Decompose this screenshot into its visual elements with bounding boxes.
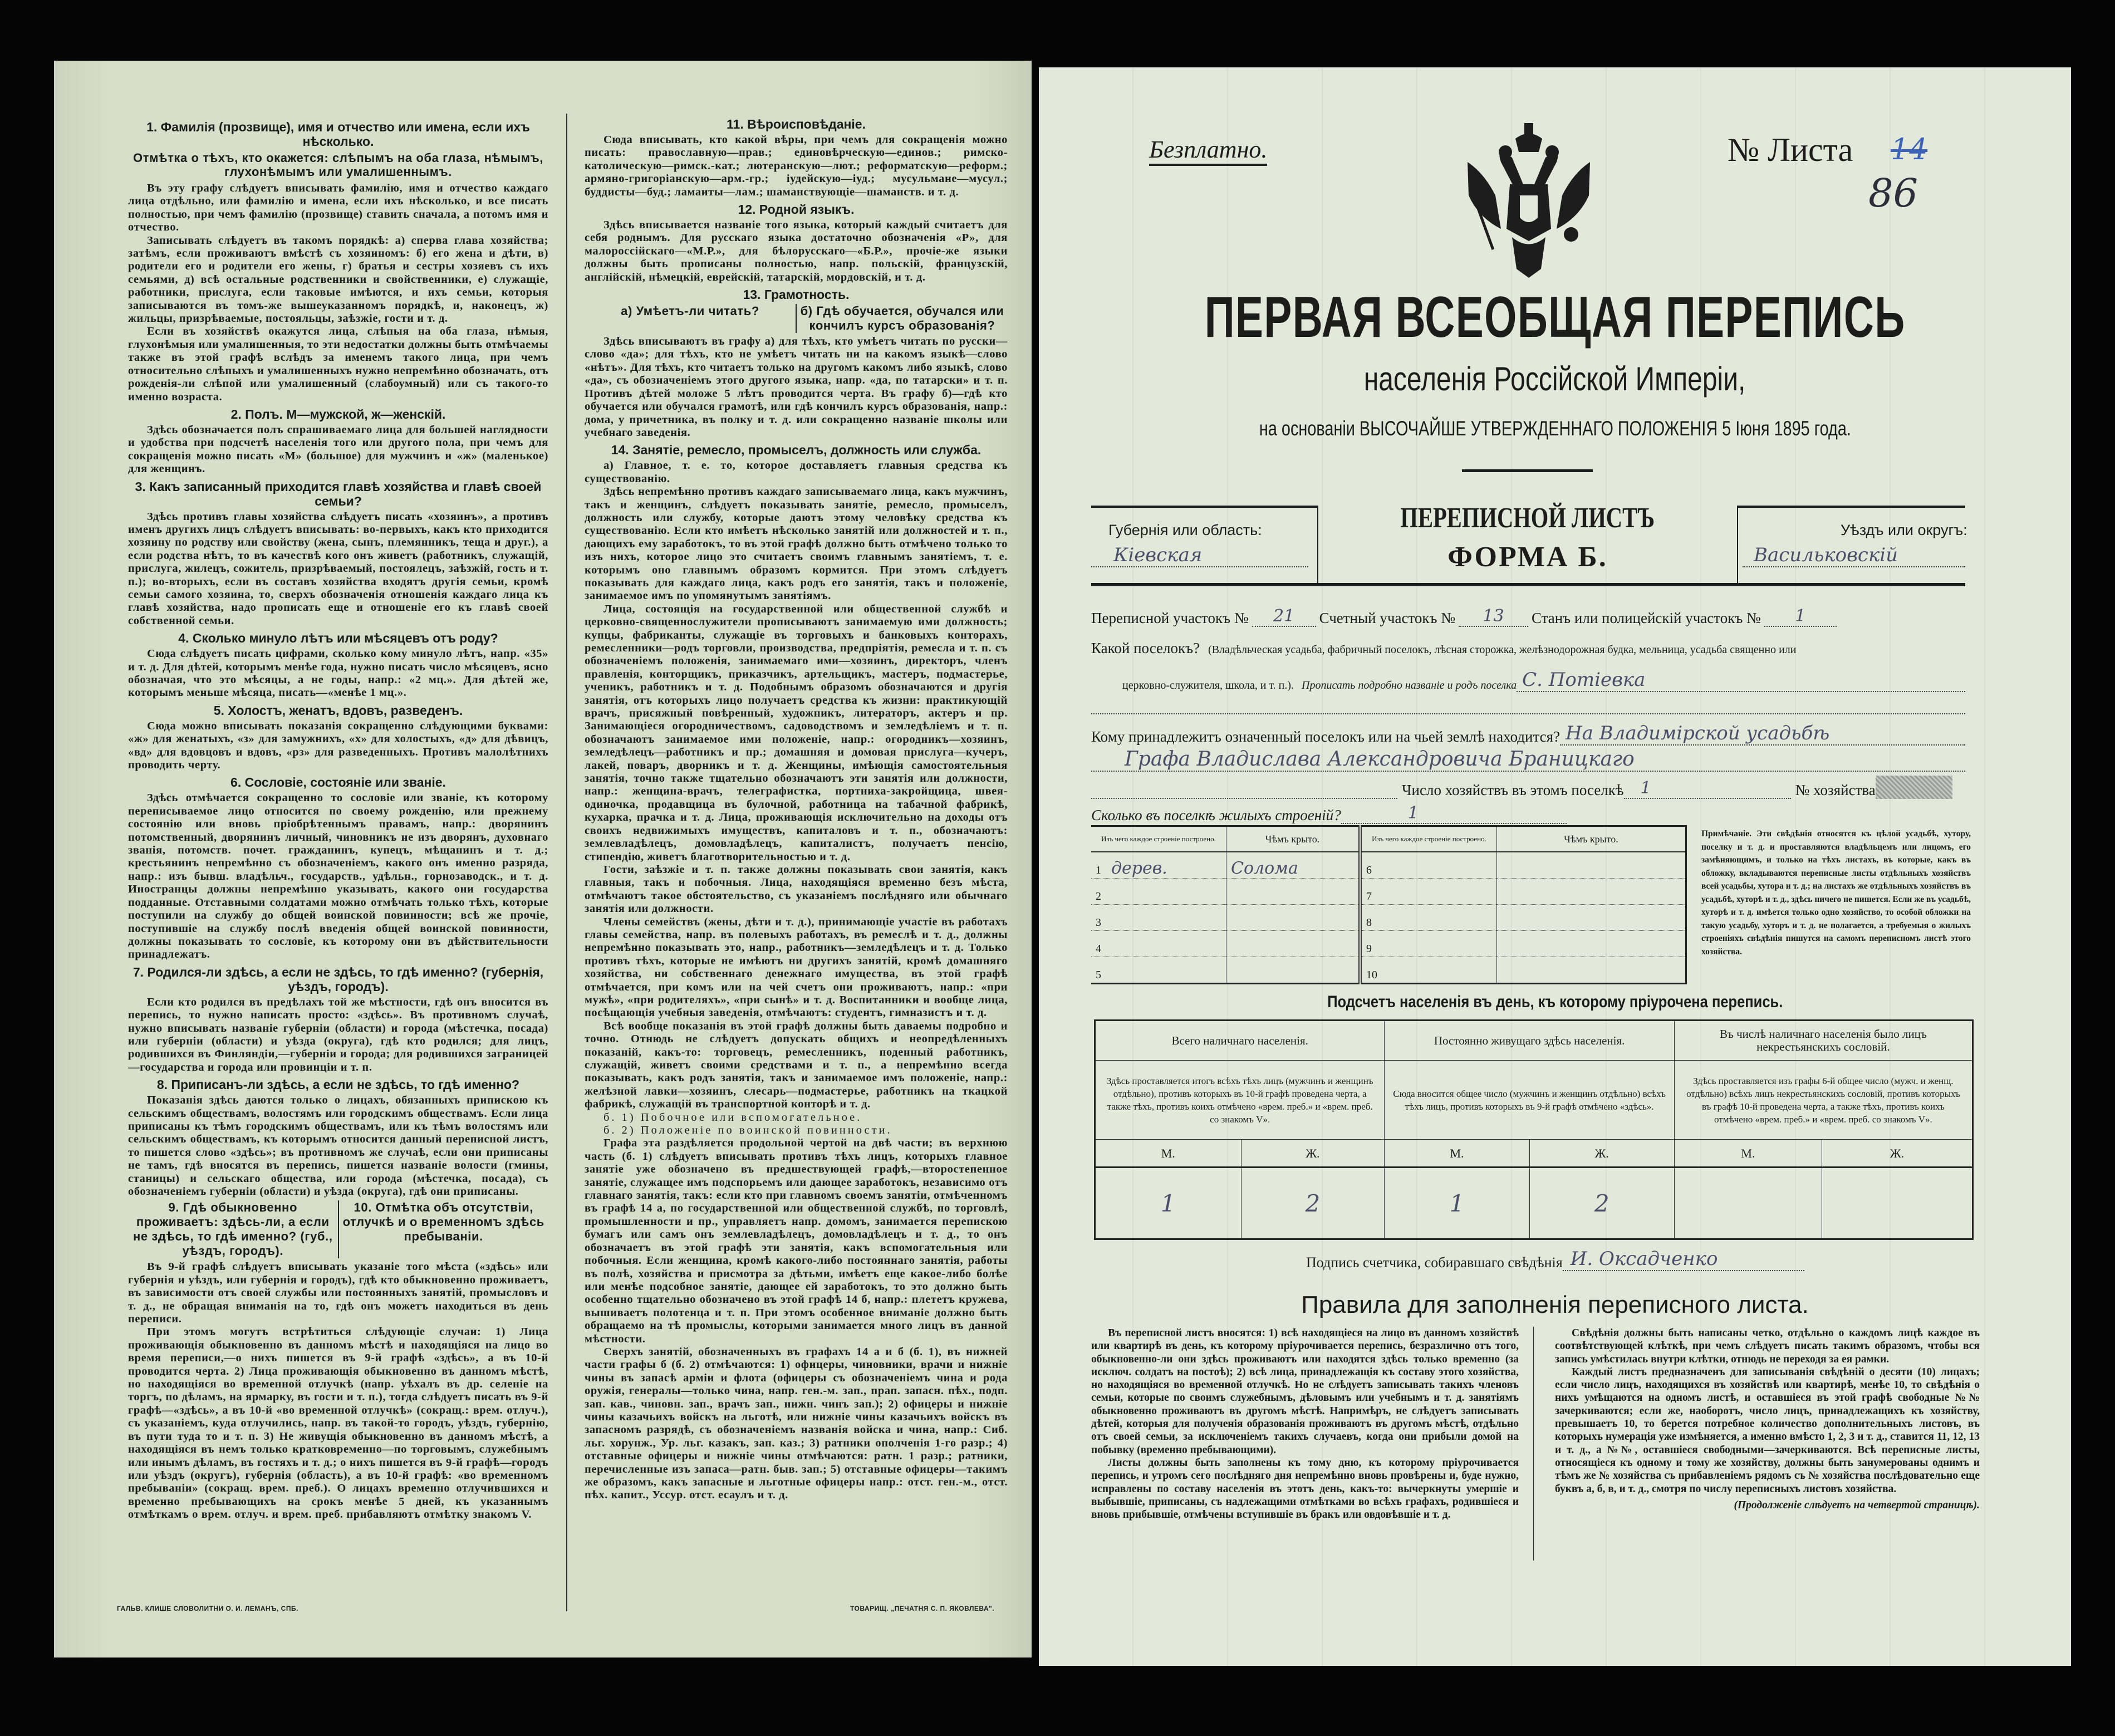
instruction-paragraph: Показанія здѣсь даются только о лицахъ, обязанныхъ припискою къ сельскимъ обществамъ, волостямъ или городскимъ обществамъ. Если лица приписаны къ тѣмъ городскимъ обществамъ, или къ тѣмъ волостямъ или сельскимъ обществамъ, къ которымъ относится данный переписной листъ, то пишется слово «здѣсь»; въ противномъ же случаѣ, если они приписаны не тамъ, гдѣ вносятся въ перепись, пишется названіе волости (гмины, станицы) и сельскаго общества, или города (мѣстечка, посада), съ обозначеніемъ губерніи (области) и уѣзда (округа), гдѣ они приписаны. [128,1094,548,1198]
permanent-female-field[interactable]: 2 [1529,1168,1674,1239]
rules-paragraph: Въ переписной листъ вносятся: 1) всѣ находящіеся на лицо въ данномъ хозяйствѣ или квартирѣ въ день, къ которому пріурочивается перепись, безразлично отъ того, обыкновенно-ли они здѣсь проживаютъ или находятся здѣсь только временно (за исключ. солдатъ на постоѣ); 2) всѣ лица, принадлежащія къ составу этого хозяйства, но находящіяся во временной отлучкѣ. Но не слѣдуетъ записывать такихъ членовъ семьи, которые по своимъ служебнымъ, дѣловымъ или учебнымъ и т. д. занятіямъ обыкновенно проживаютъ въ другомъ мѣстѣ. Напримѣръ, не слѣдуетъ записывать дѣтей, которыя для полученія образованія проживаютъ въ другомъ мѣстѣ, отдѣльно отъ своей семьи, за исключеніемъ такихъ случаевъ, когда они прибыли домой на побывку (временно пребывающими). [1091,1327,1519,1456]
section-heading: 13. Грамотность. [743,287,850,302]
row-number: 8 [1366,916,1372,929]
sheet-number-label: № Листа [1728,131,1853,168]
instruction-paragraph: Всѣ вообще показанія въ этой графѣ должны быть даваемы подробно и точно. Отнюдь не слѣдуетъ допускать общихъ и неопредѣленныхъ показаній, какъ-то: торговецъ, ремесленникъ, поденный работникъ, служащій, живетъ своими средствами и т. п., а непремѣнно всегда показывать, какъ родъ занятія, такъ и занимаемое имъ положеніе, напр.: желѣзной лавки—хозяинъ, слесарь—подмастерье, работникъ на ткацкой фабрикѣ, служащій въ транспортной конторѣ и т. д. [585,1019,1008,1111]
free-label: Безплатно. [1149,135,1267,166]
male-header: М. [1385,1140,1529,1168]
non-peasant-male-field[interactable] [1674,1168,1822,1239]
row-number: 1 [1096,864,1101,876]
instructions-column-1 [128,116,548,1609]
permanent-population-desc: Сюда вносится общее число (мужчинъ и женщинъ отдѣльно) всѣхъ тѣхъ лицъ, противъ которыхъ въ 9-й графѣ отмѣчено «здѣсь». [1385,1061,1674,1140]
building-roof-cell[interactable] [1226,957,1361,984]
settlement-extra-line[interactable] [1091,708,1965,714]
owner-field-line-2[interactable]: Графа Владислава Александровича Браницкаго [1091,748,1965,772]
row-number: 2 [1096,890,1101,903]
settlement-row-2 [1122,669,1965,692]
buildings-label: Сколько въ поселкѣ жилыхъ строеній? [1091,807,1341,823]
instructions-column-2 [585,114,1008,1609]
sheet-title: ПЕРЕПИСНОЙ ЛИСТЪ [1400,502,1655,534]
buildings-note: Примѣчаніе. Эти свѣдѣнія относятся къ цѣлой усадьбѣ, хутору, поселку и т. д. и проставляются владѣльцемъ или лицомъ, его замѣняющимъ, и только на тѣхъ листахъ, въ которые, какъ въ обложку, вкладываются переписные листы отдѣльныхъ хозяйствъ всей усадьбы, хутора и т. д.; на листахъ же отдѣльныхъ хозяйствъ въ усадьбѣ, хуторѣ и т. д., здѣсь ничего не пишется. Если же въ усадьбѣ, хуторѣ и т. д. имѣется только одно хозяйство, то особой обложки на такую усадьбу, хуторъ и т. д. не полагается, а требуемыя о жилыхъ строеніяхъ свѣдѣнія пишутся на самомъ переписномъ листѣ этого хозяйства. [1701,829,1971,957]
sheet-number-crossed: 14 [1891,133,1928,166]
col-material-header-2: Изъ чего каждое строеніе построено. [1360,826,1497,852]
column-divider [566,114,567,1611]
section-heading: 6. Сословіе, состояніе или званіе. [230,775,446,790]
total-population-header: Всего наличнаго населенія. [1095,1021,1385,1061]
question-9-heading: 9. Гдѣ обыкновенно проживаетъ: здѣсь-ли, а если не здѣсь, то гдѣ именно? (губ., уѣздъ, городъ). [128,1200,339,1258]
form-box-right-divider [1737,506,1738,583]
permanent-male-field[interactable]: 1 [1385,1168,1529,1239]
non-peasant-population-desc: Здѣсь проставляется изъ графы 6-й общее число (мужч. и женщ. отдѣльно) всѣхъ лицъ некрестьянскихъ сословій, противъ которыхъ въ графѣ 10-й проведена черта, а также тѣхъ, противъ коихъ отмѣчено «врем. преб.» и «врем. преб. со знакомъ V». [1674,1061,1972,1140]
sub-item-heading: б. 2) Положеніе по воинской повинности. [603,1124,892,1137]
building-material-value: дерев. [1111,859,1167,878]
settlement-row [1091,640,1965,657]
household-no-field-obscured[interactable] [1876,776,1952,799]
instruction-paragraph: Здѣсь вписывается названіе того языка, который каждый считаетъ для себя роднымъ. Для русскаго языка достаточно обозначенія «Р», для малороссійскаго—«М.Р.», для бѣлорусскаго—«Б.Р.», прочіе-же языки должны быть прописаны полностью, напр. польскій, французскій, англійскій, нѣмецкій, еврейскій, татарскій, мордовскій, и т. д. [585,219,1008,283]
section-heading: 2. Полъ. М—мужской, ж—женскій. [230,406,446,421]
instruction-paragraph: Сюда вписывать, кто какой вѣры, при чемъ для сокращенія можно писать: православную—прав.; единовѣрческую—единов.; римско-католическую—римск.-кат.; лютеранскую—лют.; реформатскую—реформ.; армяно-григоріанскую—арм.-гр.; іудейскую—іуд.; мусульмане—мусул.; буддисты—буд.; ламаиты—лам.; шаманствующіе—шаманств. и т. д. [585,134,1008,198]
non-peasant-female-field[interactable] [1822,1168,1973,1239]
row-number: 10 [1366,969,1377,981]
instruction-paragraph: Записывать слѣдуетъ въ такомъ порядкѣ: а) сперва глава хозяйства; затѣмъ, если проживаютъ вмѣстѣ съ хозяиномъ: б) его жена и дѣти, в) родители его и родители его жены, г) братья и сестры хозяевъ съ ихъ семьями, д) всѣ остальные родственники и свойственники, е) служащіе, работники, прислуга, если таковые имѣются, и ихъ семьи, которыя записываются въ томъ-же вышеуказанномъ порядкѣ, и, наконецъ, ж) жильцы, призрѣваемые, постояльцы, заѣзжіе, гости и т. д. [128,234,548,325]
section-heading: 5. Холостъ, женатъ, вдовъ, разведенъ. [213,703,463,718]
col-material-header: Изъ чего каждое строеніе построено. [1091,826,1226,852]
building-material-cell[interactable] [1360,905,1497,931]
instruction-paragraph: Сюда слѣдуетъ писать цифрами, сколько кому минуло лѣтъ, напр. «35» и т. д. Для дѣтей, которымъ менѣе года, нужно писать число мѣсяцевъ, ясно обозначая, что это мѣсяцы, а не годы, напр.: «2 мц.». Для дѣтей же, которымъ меньше мѣсяца, писать—«менѣе 1 мц.». [128,648,548,699]
title-rule [1462,469,1593,472]
census-subtitle: населенія Россійской Имперіи, [1364,360,1746,398]
form-box-top-left [1091,506,1317,508]
province-field[interactable]: Кіевская [1091,544,1308,567]
building-material-cell[interactable] [1091,879,1226,905]
building-material-cell[interactable] [1091,852,1226,879]
section-heading: 12. Родной языкъ. [738,202,855,217]
instruction-paragraph: Здѣсь непремѣнно противъ каждаго записываемаго лица, какъ мужчинъ, такъ и женщинъ, слѣдуетъ показывать занятіе, ремесло, промыселъ, должность или службу, которые даютъ этому человѣку средства къ существованію. Если кто имѣетъ нѣсколько занятій или должностей и т. п., дающихъ ему заработокъ, то въ этой графѣ должно быть отмѣчено только то изъ нихъ, которое лицо это считаетъ своимъ главнымъ занятіемъ, т. е. которымъ оно главнымъ образомъ кормится. При этомъ слѣдуетъ показывать для каждаго лица, какъ родъ его занятія, такъ и положеніе, занимаемое имъ по упомянутымъ занятіямъ. [585,486,1008,602]
building-roof-cell[interactable] [1497,905,1686,931]
building-roof-cell[interactable]: Солома [1226,852,1361,879]
households-leading-line [1091,792,1397,799]
population-heading: Подсчетъ населенія въ день, къ которому пріурочена перепись. [1327,993,1783,1011]
female-header: Ж. [1529,1140,1674,1168]
rules-column-divider [1533,1327,1534,1561]
section-heading: 4. Сколько минуло лѣтъ или мѣсяцевъ отъ роду? [178,631,498,646]
row-number: 5 [1096,969,1101,981]
building-row [1091,852,1686,879]
question-10-heading: 10. Отмѣтка объ отсутствіи, отлучкѣ и о временномъ здѣсь пребываніи. [342,1200,544,1244]
instruction-paragraph: Въ 9-й графѣ слѣдуетъ вписывать указаніе того мѣста («здѣсь» или губернія и уѣздъ, или губернія и городъ), гдѣ кто обыкновенно проживаетъ, въ зависимости отъ своей службы или постоянныхъ занятій, промысловъ и т. д., не обращая вниманія на то, гдѣ онъ можетъ находиться въ день переписи. [128,1261,548,1326]
col-roof-header-2: Чѣмъ крыто. [1497,826,1686,852]
continued-note: (Продолженіе слѣдуетъ на четвертой страницѣ). [1734,1499,1980,1511]
rules-paragraph: Каждый листъ предназначенъ для записыванія свѣдѣній о десяти (10) лицахъ; если число лицъ, находящихся въ хозяйствѣ или квартирѣ, менѣе 10, то свѣдѣнія о нихъ умѣщаются на одномъ листѣ, и оставшіеся въ этой графѣ свободные №№ зачеркиваются; если же, наоборотъ, число лицъ, принадлежащихъ къ хозяйству, превышаетъ 10, то берется потребное количество дополнительныхъ листовъ, въ которыхъ нумерація уже измѣняется, а именно вмѣсто 1, 2, 3 и т. д., ставится 11, 12, 13 и т. д., а №№, оставшіеся свободными—зачеркиваются. Всѣ переписные листы, относящіеся къ одному и тому же хозяйству, должны быть занумерованы однимъ и тѣмъ же № хозяйства съ прибавленіемъ рядомъ съ № хозяйства послѣдовательно еще буквъ а, б, в, и т. д., смотря по числу переписныхъ листовъ хозяйства. [1555,1366,1980,1495]
sub-item-heading: б. 1) Побочное или вспомогательное. [603,1111,862,1124]
row-number: 6 [1366,864,1372,876]
section-heading: 8. Приписанъ-ли здѣсь, а если не здѣсь, то гдѣ именно? [156,1077,520,1092]
imperial-eagle-emblem-icon [1462,123,1596,279]
instruction-paragraph: Если кто родился въ предѣлахъ той же мѣстности, гдѣ онъ вносится въ перепись, то нужно написать просто: «здѣсь». Въ противномъ случаѣ, нужно вписывать названіе губерніи (области) и города (мѣстечка, посада) или губерніи (области) и уѣзда (округа), гдѣ кто родился; для лицъ, родившихся въ Финляндіи,—губерніи и города; для родившихся заграницей—государства и города или провинціи и т. п. [128,995,548,1073]
signature-row [1306,1248,1804,1271]
split-left: а) Умѣетъ-ли читать? [585,304,797,333]
building-material-cell[interactable] [1360,931,1497,957]
instruction-paragraph: Здѣсь противъ главы хозяйства слѣдуетъ писать «хозяинъ», а противъ именъ другихъ лицъ слѣдуетъ вписывать: во-первыхъ, какъ кто приходится хозяину по родству или свойству (жена, сынъ, племянникъ, теща и друг.), а если родства нѣтъ, то въ качествѣ кого онъ живетъ (работникъ, служащій, прислуга, жилецъ, сожитель, призрѣваемый, постоялецъ, заѣзжій, гость и т. п.); во-вторыхъ, если въ составъ хозяйства входятъ другія семьи, кромѣ семьи самого хозяина, то, сверхъ обозначенія отношенія каждаго лица къ главѣ хозяйства, надо прописать еще и отношеніе его къ главѣ своей собственной семьи. [128,510,548,627]
instruction-paragraph: При этомъ могутъ встрѣтиться слѣдующіе случаи: 1) Лица проживающія обыкновенно въ данномъ мѣстѣ и находящіяся на лицо во время переписи,—о нихъ пишется въ 9-й графѣ «здѣсь», а въ 10-й проводится черта. 2) Лица проживающія обыкновенно въ данномъ мѣстѣ, но находящіяся во временной отлучкѣ (напр. уѣхалъ въ др. селеніе на торгъ, по дѣламъ, на ярмарку, въ гости и т. п.), тогда слѣдуетъ писать въ 9-й графѣ—«здѣсь», а въ 10-й «во временной отлучкѣ» (сокращ.: врем. отлуч.), съ указаніемъ, куда отлучились, напр. въ такой-то городъ, уѣздъ, губернію, въ пути туда то и т. п. 3) Не живущія обыкновенно въ данномъ мѣстѣ, а находящіяся въ немъ только кратковременно—по торговымъ, служебнымъ или инымъ дѣламъ, въ гостяхъ и т. д.; о нихъ пишется въ 9-й графѣ—городъ или уѣздъ (округъ), губернія (область), а въ 10-й графѣ: «во временномъ пребываніи» (сокращ. врем. преб.). О лицахъ временно отлучившихся и временно пребывающихъ на срокъ менѣе 5 дней, къ указаннымъ отмѣткамъ о врем. отлуч. и врем. преб. прибавляютъ отмѣтку знакомъ V. [128,1326,548,1521]
settlement-label: Какой поселокъ? [1091,640,1200,656]
row-number: 7 [1366,890,1372,903]
row-number: 3 [1096,916,1101,929]
instruction-paragraph: Сверхъ занятій, обозначенныхъ въ графахъ 14 а и б (б. 1), въ нижней части графы б (б. 2) отмѣчаются: 1) офицеры, чиновники, врачи и нижніе чины въ запасѣ арміи и флота (офицеры съ обозначеніемъ чина и рода оружія, генералы—только чина, напр. ген.-м. зап., прап. запасн. пѣх., подп. зап. кав., чиновн. зап., врачъ зап., нижн. чинъ зап.); 2) офицеры и нижніе чины казачьихъ войскъ на льготѣ, или нижніе чины казачьихъ войскъ въ запасномъ разрядѣ, съ обозначеніемъ названія войска и чина, напр.: Сиб. льг. хорунж., Ур. льг. казакъ, зап. каз.; 3) ратники ополченія 1-го разр.; 4) отставные офицеры и нижніе чины отмѣчаются: ратн. 1 разр.; ратники, перечисленные изъ запаса—ратн. быв. зап.; 5) отставные офицеры—такимъ же образомъ, какъ запасные и льготные офицеры напр.: отст. ген.-м., отст. пѣх. капит., Уссур. отст. есаулъ и т. д. [585,1345,1008,1502]
form-name: ФОРМА Б. [1447,541,1608,573]
district-field[interactable]: Васильковскій [1743,544,1965,567]
section-heading: 11. Вѣроисповѣданіе. [727,117,866,131]
building-material-cell[interactable] [1360,957,1497,984]
instruction-paragraph: Если въ хозяйствѣ окажутся лица, слѣпыя на оба глаза, нѣмыя, глухонѣмыя или умалишенныя, то эти недостатки должны быть отмѣчаемы также въ этой графѣ вслѣдъ за именемъ такого лица, при чемъ относительно слѣпыхъ и умалишенныхъ нужно непремѣнно обозначать, отъ рожденія-ли слѣпой или умалишенный (слабоумный) или съ такого-то именно возраста. [128,325,548,403]
owner-field-line-1[interactable]: На Владимірской усадьбѣ [1560,722,1965,746]
building-material-cell[interactable] [1360,879,1497,905]
signature-label: Подпись счетчика, собиравшаго свѣдѣнія [1306,1254,1563,1271]
building-material-cell[interactable] [1360,852,1497,879]
rules-paragraph: Листы должны быть заполнены къ тому дню, къ которому пріурочивается перепись, и утромъ сего послѣдняго дня непремѣнно вновь провѣрены и, буде нужно, исправлены по составу населенія въ этотъ день, какъ-то: вычеркнуты умершіе и выбывшіе, приписаны, съ надлежащими отмѣтками во всѣхъ графахъ, родившіеся и вновь прибывшіе, отмѣчены вступившіе въ бракъ или овдовѣвшіе и т. д. [1091,1457,1519,1521]
sheet-number-value: 86 [1868,170,1918,216]
households-field[interactable]: 1 [1624,778,1791,799]
owner-row [1091,722,1965,746]
police-district-label: Станъ или полицейскій участокъ № [1531,610,1761,626]
police-district-field[interactable]: 1 [1764,606,1837,627]
building-material-cell[interactable] [1091,905,1226,931]
instruction-paragraph: Графа эта раздѣляется продольной чертой на двѣ части; въ верхнюю часть (б. 1) слѣдуетъ вписывать противъ тѣхъ лицъ, которыхъ главное занятіе уже обозначено въ предшествующей графѣ,—второстепенное занятіе, служащее имъ подспорьемъ или дающее заработокъ, независимо отъ главнаго занятія, такъ: если кто при главномъ своемъ занятіи, отмѣченномъ въ графѣ 14 а, по государственной или общественной службѣ, по торговлѣ, промышленности и пр., управляетъ напр. домомъ, занимается перепискою бумагъ или самъ онъ землевладѣлецъ, домовладѣлецъ и т. д., то онъ обозначаетъ въ этой графѣ эти занятія, какъ вспомогательныя или побочныя. Если женщина, кромѣ какого-либо постояннаго занятія, работы въ полѣ, хозяйства и присмотра за дѣтьми, имѣетъ еще какое-либо болѣе или менѣе подсобное занятіе, дающее ей заработокъ, то это должно быть особенно тщательно обозначено въ этой графѣ 14 б, напр.: плететъ кружева, вышиваетъ полотенца и т. п. При этомъ особенное вниманіе должно быть обращаемо на тѣ промыслы, которыми занимается много лицъ въ данной мѣстности. [585,1137,1008,1345]
instruction-paragraph: Здѣсь отмѣчается сокращенно то сословіе или званіе, къ которому переписываемое лицо относится по своему рожденію, или прежнему состоянію или вновь пріобрѣтеннымъ правамъ, напр.: дворянинъ потомственный, дворянинъ личный, чиновникъ не изъ дворянъ, духовнаго званія, потомств. почет. гражданинъ, купецъ, мѣщанинъ и т. д.; крестьянинъ непремѣнно съ обозначеніемъ, какого онъ именно разряда, напр.: изъ бывш. владѣльч., государств., удѣльн., горнозаводск., и т. д. Иностранцы должны непремѣнно указывать, какого они государства подданные. Отставными солдатами можно отмѣчать только тѣхъ, которые поступили на службу до общей воинской повинности; всѣ же прочіе, поступившіе на службу послѣ введенія общей воинской повинности, должны показывать то сословіе, къ которому они въ дѣйствительности принадлежатъ. [128,792,548,961]
total-female-field[interactable]: 2 [1241,1168,1385,1239]
district-numbers-row [1091,606,1837,627]
female-header: Ж. [1822,1140,1973,1168]
instruction-paragraph: Здѣсь обозначается полъ спрашиваемаго лица для большей наглядности и удобства при подсчетѣ населенія того или другого пола, при чемъ для сокращенія можно писать «М» (большое) для мужчинъ и «ж» (маленькое) для женщинъ. [128,423,548,475]
printer-credit-left: ГАЛЬВ. КЛИШЕ СЛОВОЛИТНИ О. И. ЛЕМАНЪ, СПБ. [117,1605,298,1612]
instruction-paragraph: Сюда можно вписывать показанія сокращенно слѣдующими буквами: «ж» для женатыхъ, «з» для замужнихъ, «х» для холостыхъ, «д» для дѣвицъ, «вд» для вдовцовъ и вдовъ, «рз» для разведенныхъ. Противъ малолѣтнихъ проводить черту. [128,719,548,772]
settlement-hint: (Владѣльческая усадьба, фабричный поселокъ, лѣсная сторожка, желѣзнодорожная будка, мельница, усадьба священно или [1208,644,1797,656]
instruction-paragraph: Въ эту графу слѣдуетъ вписывать фамилію, имя и отчество каждаго лица отдѣльно, или фамилію и имена, если ихъ нѣсколько, и все писать полностью, при чемъ фамилію (прозвище) ставить сначала, а потомъ имя и отчество. [128,182,548,234]
settlement-field[interactable]: С. Потіевка [1517,669,1965,692]
households-row [1091,776,1965,799]
building-roof-cell[interactable] [1497,931,1686,957]
building-roof-cell[interactable] [1226,931,1361,957]
section-heading: 1. Фамилія (прозвище), имя и отчество или имена, если ихъ нѣсколько. [146,120,530,149]
rules-right-column [1555,1327,1980,1512]
building-roof-cell[interactable] [1226,879,1361,905]
households-label: Число хозяйствъ въ этомъ поселкѣ [1402,782,1624,798]
permanent-population-header: Постоянно живущаго здѣсь населенія. [1385,1021,1674,1061]
right-page-census-form [1039,67,2071,1666]
rules-paragraph: Свѣдѣнія должны быть написаны четко, отдѣльно о каждомъ лицѣ каждое въ соотвѣтствующей клѣткѣ, при чемъ слѣдуетъ писать такимъ образомъ, чтобы вся запись умѣстилась внутри клѣтки, отнюдь не переходя за ея рамки. [1555,1327,1980,1365]
form-box-top-right [1737,506,1965,508]
female-header: Ж. [1241,1140,1385,1168]
section-heading: 7. Родился-ли здѣсь, а если не здѣсь, то гдѣ именно? (губернія, уѣздъ, городъ). [133,964,544,994]
form-box-bottom [1091,583,1965,586]
census-legal-basis: на основаніи ВЫСОЧАЙШЕ УТВЕРЖДЕННАГО ПОЛОЖЕНІЯ 5 Іюня 1895 года. [1259,417,1851,440]
household-no-label: № хозяйства [1795,782,1876,798]
province-label: Губернія или область: [1108,522,1262,538]
col-roof-header: Чѣмъ крыто. [1226,826,1361,852]
settlement-hint-3: Прописать подробно названіе и родъ поселка [1302,679,1517,692]
census-district-label: Переписной участокъ № [1091,610,1249,626]
building-row [1091,879,1686,905]
split-right: б) Гдѣ обучается, обучался или кончилъ курсъ образованія? [800,304,1004,333]
rules-heading: Правила для заполненія переписного листа. [1301,1291,1809,1318]
count-district-label: Счетный участокъ № [1319,610,1455,626]
signature-field[interactable]: И. Оксадченко [1563,1248,1804,1271]
settlement-hint-2: церковно-служителя, школа, и т. п.). [1122,679,1294,692]
building-roof-cell[interactable] [1497,879,1686,905]
buildings-table [1091,825,1687,984]
instruction-paragraph: Лица, состоящія на государственной или общественной службѣ и церковно-священнослужители прописываютъ занимаемую ими должность; купцы, фабриканты, служащіе въ торговыхъ и банковыхъ конторахъ, ремесленники—родъ торговли, производства, предпріятія, ремесла и т. п. съ обозначеніемъ положенія, занимаемаго ими—хозяинъ, директоръ, членъ правленія, конторщикъ, приказчикъ, артельщикъ, мастеръ, подмастерье, ученикъ, работникъ и т. д. Подобнымъ образомъ обозначаются и другія занятія, отъ которыхъ лицо получаетъ средства къ жизни: практикующій врачъ, присяжный повѣренный, художникъ, литераторъ, актеръ и пр. Занимающіеся огородничествомъ, садоводствомъ и земледѣліемъ и т. п. обозначаютъ занимаемое ими положеніе, напр.: огородникъ—хозяинъ, земледѣлецъ—работникъ и пр.; домашняя и домовая прислуга—кучеръ, лакей, поваръ, дворникъ и т. д. Женщины, имѣющія самостоятельныя занятія, точно также тщательно обозначаютъ эти занятія или должности, напр.: женщина-врачъ, телеграфистка, портниха-закройщица, швея-одиночка, продавщица въ булочной, работница на табачной фабрикѣ, кухарка, прачка и т. д. Лица, проживающія исключительно на доходы отъ своихъ недвижимыхъ имуществъ, капиталовъ и т. п., обозначаютъ: землевладѣлецъ, домовладѣлецъ, капиталистъ, получаетъ пенсію, стипендію, живетъ благотворительностью и т. д. [585,602,1008,863]
instruction-paragraph: а) Главное, т. е. то, которое доставляетъ главныя средства къ существованію. [585,459,1008,485]
total-population-desc: Здѣсь проставляется итогъ всѣхъ тѣхъ лицъ (мужчинъ и женщинъ отдѣльно), противъ которыхъ въ 10-й графѣ проведена черта, а также тѣхъ, противъ коихъ отмѣчено «врем. преб.» и «врем. преб. со знакомъ V». [1095,1061,1385,1140]
building-material-cell[interactable] [1091,957,1226,984]
male-header: М. [1095,1140,1241,1168]
building-roof-cell[interactable] [1497,852,1686,879]
buildings-row [1091,803,1567,824]
building-row [1091,957,1686,984]
census-district-field[interactable]: 21 [1252,606,1316,627]
census-title: ПЕРВАЯ ВСЕОБЩАЯ ПЕРЕПИСЬ [1204,285,1906,350]
building-material-cell[interactable] [1091,931,1226,957]
instruction-paragraph: Члены семействъ (жены, дѣти и т. д.), принимающіе участіе въ работахъ главы семейства, напр. въ полевыхъ работахъ, въ ремеслѣ и т. д., должны непремѣнно показывать это, напр., работникъ—земледѣлецъ и т. д. Только противъ тѣхъ, которые не имѣютъ ни другихъ занятій, кромѣ домашняго хозяйства, ни собственнаго денежнаго имущества, въ этой графѣ отмѣчается, при комъ или на чей счетъ они проживаютъ, напр.: «при мужѣ», «при родителяхъ», «при сынѣ» и т. д. Воспитанники и вообще лица, посѣщающія учебныя заведенія, отмѣчаютъ: студентъ, гимназистъ и т. д. [585,915,1008,1019]
section-heading: 3. Какъ записанный приходится главѣ хозяйства и главѣ своей семьи? [135,479,542,508]
left-page-instructions [54,61,1032,1657]
district-label: Уѣздъ или округъ: [1841,522,1967,538]
row-number: 9 [1366,943,1372,955]
count-district-field[interactable]: 13 [1459,606,1528,627]
building-row [1091,931,1686,957]
population-table [1094,1019,1974,1240]
instruction-paragraph: Гости, заѣзжіе и т. п. также должны показывать свои занятія, какъ главныя, такъ и побочныя. Лица, находящіяся временно безъ мѣста, отмѣчаютъ такое обстоятельство, съ указаніемъ послѣдняго или обычнаго занятія или должности. [585,863,1008,915]
male-header: М. [1674,1140,1822,1168]
question-split [585,304,1008,333]
section-heading: 14. Занятіе, ремесло, промыселъ, должность или служба. [611,443,982,458]
section-subheading: Отмѣтка о тѣхъ, кто окажется: слѣпымъ на оба глаза, нѣмымъ, глухонѣмымъ или умалишеннымъ. [133,151,544,179]
non-peasant-population-header: Въ числѣ наличнаго населенія было лицъ некрестьянскихъ сословій. [1674,1021,1972,1061]
total-male-field[interactable]: 1 [1095,1168,1241,1239]
buildings-field[interactable]: 1 [1341,803,1567,824]
owner-label: Кому принадлежитъ означенный поселокъ или на чьей землѣ находится? [1091,728,1560,745]
printer-credit-right: ТОВАРИЩ. „ПЕЧАТНЯ С. П. ЯКОВЛЕВА". [850,1605,995,1612]
row-number: 4 [1096,943,1101,955]
question-split-9-10 [128,1200,548,1258]
instruction-paragraph: Здѣсь вписываютъ въ графу а) для тѣхъ, кто умѣетъ читать по русски—слово «да»; для тѣхъ, кто не умѣетъ читать ни на какомъ языкѣ—слово «нѣтъ». Для тѣхъ, кто читаетъ только на другомъ какомъ либо языкѣ, слово «да», съ обозначеніемъ этого другого языка, напр. «да, по татарски» и т. п. Противъ дѣтей моложе 5 лѣтъ проводится черта. Въ графу б)—гдѣ кто обучается или обучался грамотѣ, или гдѣ кончилъ курсъ образованія, напр.: дома, у причетника, въ полку и т. д. или сокращенно названіе школы или учебнаго заведенія. [585,335,1008,439]
building-row [1091,905,1686,931]
rules-left-column [1091,1327,1519,1521]
building-roof-cell[interactable] [1497,957,1686,984]
building-roof-cell[interactable] [1226,905,1361,931]
